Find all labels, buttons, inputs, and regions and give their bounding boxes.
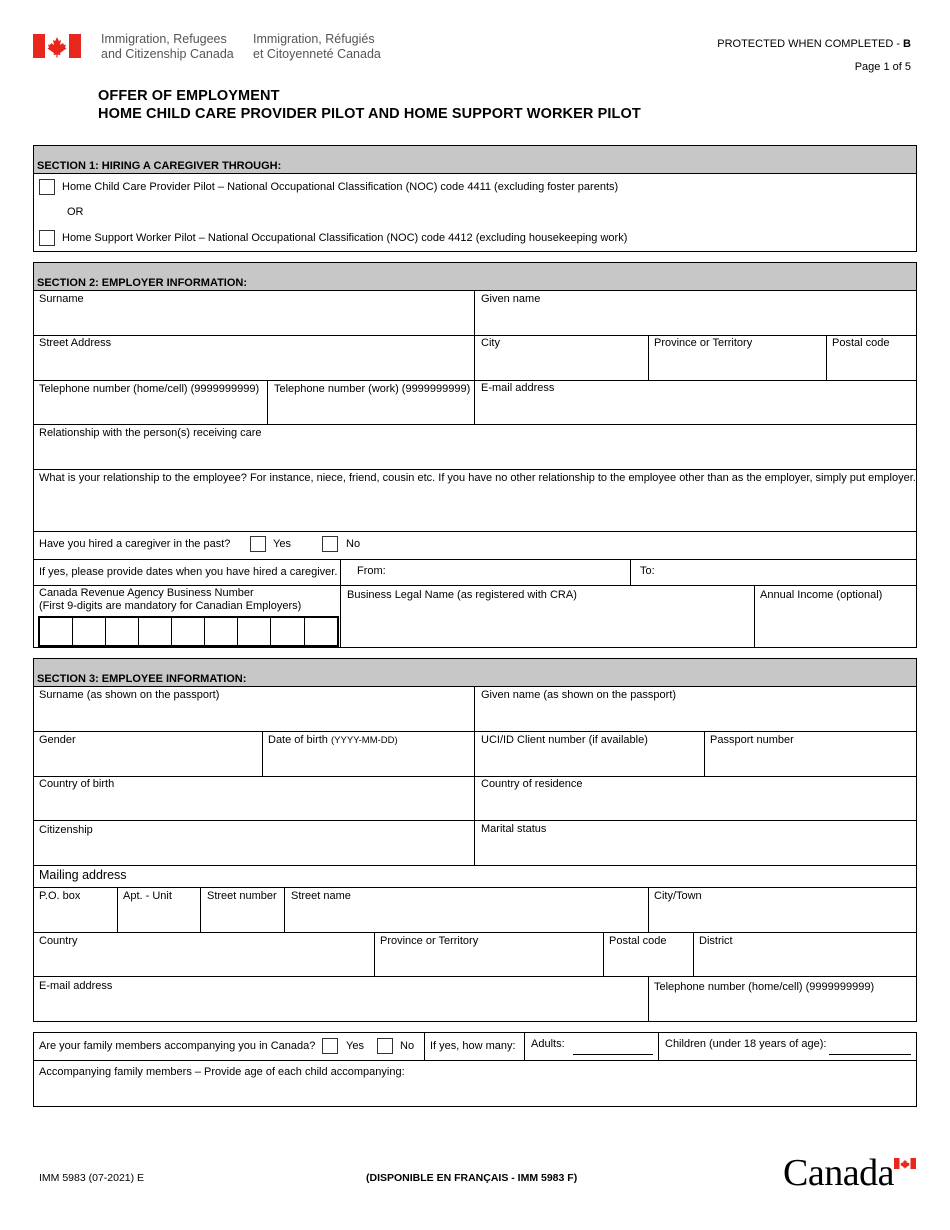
bn-digit-divider [105, 618, 106, 645]
children-label: Children (under 18 years of age): [665, 1038, 827, 1050]
accompanying-yes-label: Yes [346, 1040, 364, 1052]
accompanying-yes-checkbox[interactable] [322, 1038, 338, 1054]
dob-text: Date of birth [268, 734, 331, 746]
bn-digit-divider [304, 618, 305, 645]
s3-col-line [284, 887, 285, 932]
employee-given-name-label: Given name (as shown on the passport) [481, 689, 677, 701]
hired-past-yes-label: Yes [273, 538, 291, 550]
bn-digit-divider [171, 618, 172, 645]
hired-past-no-checkbox[interactable] [322, 536, 338, 552]
employee-surname-label: Surname (as shown on the passport) [39, 689, 220, 701]
relationship-care-label: Relationship with the person(s) receiving care [39, 427, 262, 439]
children-input[interactable] [829, 1054, 911, 1055]
employee-email-label: E-mail address [39, 980, 113, 992]
s2-col-line [826, 335, 827, 380]
how-many-label: If yes, how many: [430, 1040, 516, 1052]
city-town-label: City/Town [654, 890, 702, 902]
to-label: To: [640, 565, 655, 577]
adults-label: Adults: [531, 1038, 565, 1050]
page-number: Page 1 of 5 [854, 61, 911, 73]
employer-email-label: E-mail address [481, 382, 555, 394]
s3-col-line [374, 932, 375, 976]
form-title-line1: OFFER OF EMPLOYMENT [98, 88, 280, 104]
s3-row-line [33, 865, 917, 866]
employee-province-label: Province or Territory [380, 935, 479, 947]
employer-city-label: City [481, 337, 500, 349]
po-box-label: P.O. box [39, 890, 81, 902]
family-col-line [424, 1032, 425, 1060]
protected-level: B [903, 38, 911, 50]
marital-status-label: Marital status [481, 823, 547, 835]
s3-col-line [648, 887, 649, 932]
s3-row-line [33, 976, 917, 977]
home-support-worker-checkbox[interactable] [39, 230, 55, 246]
protected-text: PROTECTED WHEN COMPLETED - [717, 38, 904, 50]
s2-col-line [474, 291, 475, 424]
dept-en-line1: Immigration, Refugees [101, 32, 227, 46]
canada-wordmark-flag-icon [894, 1158, 916, 1169]
s3-col-line [262, 731, 263, 776]
adults-input[interactable] [573, 1054, 653, 1055]
s2-row-line [33, 559, 917, 560]
family-col-line [524, 1032, 525, 1060]
department-name-french [253, 32, 381, 62]
cra-bn-label-line2: (First 9-digits are mandatory for Canadian Employers) [39, 600, 302, 612]
home-support-worker-label: Home Support Worker Pilot – National Occupational Classification (NOC) code 4412 (excluding housekeeping work) [62, 232, 628, 244]
annual-income-label: Annual Income (optional) [760, 589, 883, 601]
business-number-input[interactable] [38, 616, 339, 647]
section3-heading [33, 658, 917, 687]
apt-unit-label: Apt. - Unit [123, 890, 172, 902]
s2-col-line [340, 559, 341, 648]
section3-box [33, 658, 917, 1022]
employer-given-name-label: Given name [481, 293, 541, 305]
hired-past-label: Have you hired a caregiver in the past? [39, 538, 231, 550]
s2-col-line [630, 559, 631, 585]
s3-col-line [117, 887, 118, 932]
bn-digit-divider [237, 618, 238, 645]
s3-row-line [33, 887, 917, 888]
dob-label [268, 734, 398, 747]
s3-col-line [648, 976, 649, 1022]
citizenship-label: Citizenship [39, 824, 93, 836]
section1-heading-text: SECTION 1: HIRING A CAREGIVER THROUGH: [37, 160, 282, 172]
home-child-care-label: Home Child Care Provider Pilot – National Occupational Classification (NOC) code 4411 (excluding foster parents) [62, 181, 619, 193]
country-label: Country [39, 935, 78, 947]
employer-province-label: Province or Territory [654, 337, 753, 349]
dates-prompt-label: If yes, please provide dates when you have hired a caregiver. [39, 566, 338, 578]
canada-wordmark: Canada [783, 1152, 894, 1194]
bn-digit-divider [138, 618, 139, 645]
s3-row-line [33, 731, 917, 732]
canada-flag-logo [33, 34, 81, 58]
section2-heading-text: SECTION 2: EMPLOYER INFORMATION: [37, 277, 248, 289]
bn-digit-divider [204, 618, 205, 645]
family-col-line [658, 1032, 659, 1060]
protected-label [717, 38, 911, 50]
relationship-employee-label: What is your relationship to the employee? For instance, niece, friend, cousin etc. If you have no other relationship to the employee other than as the employer, simply put employer. [39, 472, 916, 484]
s2-col-line [754, 585, 755, 648]
s3-col-line [474, 687, 475, 865]
employee-postal-label: Postal code [609, 935, 667, 947]
s2-row-line [33, 424, 917, 425]
section1-heading [33, 145, 917, 174]
s3-col-line [693, 932, 694, 976]
employer-surname-label: Surname [39, 293, 84, 305]
employer-postal-label: Postal code [832, 337, 890, 349]
gender-label: Gender [39, 734, 76, 746]
form-title-line2: HOME CHILD CARE PROVIDER PILOT AND HOME SUPPORT WORKER PILOT [98, 106, 641, 122]
s3-row-line [33, 932, 917, 933]
mailing-address-label: Mailing address [39, 868, 127, 882]
dob-format: (YYYY-MM-DD) [330, 735, 398, 746]
cra-bn-label-line1: Canada Revenue Agency Business Number [39, 587, 254, 599]
or-label: OR [67, 206, 84, 218]
family-row-line [33, 1060, 917, 1061]
accompanying-no-checkbox[interactable] [377, 1038, 393, 1054]
street-number-label: Street number [207, 890, 277, 902]
from-label: From: [357, 565, 386, 577]
dept-fr-line2: et Citoyenneté Canada [253, 47, 381, 61]
s2-row-line [33, 380, 917, 381]
dept-en-line2: and Citizenship Canada [101, 47, 234, 61]
employer-street-label: Street Address [39, 337, 112, 349]
child-ages-label: Accompanying family members – Provide age of each child accompanying: [39, 1066, 405, 1078]
s2-row-line [33, 335, 917, 336]
s3-col-line [603, 932, 604, 976]
s2-row-line [33, 585, 917, 586]
legal-name-label: Business Legal Name (as registered with CRA) [347, 589, 577, 601]
accompanying-label: Are your family members accompanying you in Canada? [39, 1040, 316, 1052]
s2-col-line [648, 335, 649, 380]
s3-row-line [33, 776, 917, 777]
uci-label: UCI/ID Client number (if available) [481, 734, 648, 746]
s3-row-line [33, 820, 917, 821]
section3-heading-text: SECTION 3: EMPLOYEE INFORMATION: [37, 673, 247, 685]
employer-tel-work-label: Telephone number (work) (9999999999) [274, 383, 471, 395]
french-availability: (DISPONIBLE EN FRANÇAIS - IMM 5983 F) [366, 1172, 578, 1184]
s3-col-line [704, 731, 705, 776]
employer-tel-home-label: Telephone number (home/cell) (9999999999) [39, 383, 260, 395]
s3-col-line [200, 887, 201, 932]
cra-bn-label [39, 587, 301, 613]
district-label: District [699, 935, 733, 947]
s2-row-line [33, 469, 917, 470]
home-child-care-checkbox[interactable] [39, 179, 55, 195]
hired-past-no-label: No [346, 538, 361, 550]
bn-digit-divider [270, 618, 271, 645]
bn-digit-divider [72, 618, 73, 645]
department-name-english [101, 32, 234, 62]
passport-label: Passport number [710, 734, 794, 746]
country-residence-label: Country of residence [481, 778, 583, 790]
section2-heading [33, 262, 917, 291]
s2-row-line [33, 531, 917, 532]
form-id: IMM 5983 (07-2021) E [39, 1172, 145, 1184]
accompanying-no-label: No [400, 1040, 415, 1052]
s2-col-line [267, 380, 268, 424]
dept-fr-line1: Immigration, Réfugiés [253, 32, 375, 46]
employee-tel-label: Telephone number (home/cell) (9999999999) [654, 981, 875, 993]
hired-past-yes-checkbox[interactable] [250, 536, 266, 552]
street-name-label: Street name [291, 890, 351, 902]
country-birth-label: Country of birth [39, 778, 115, 790]
